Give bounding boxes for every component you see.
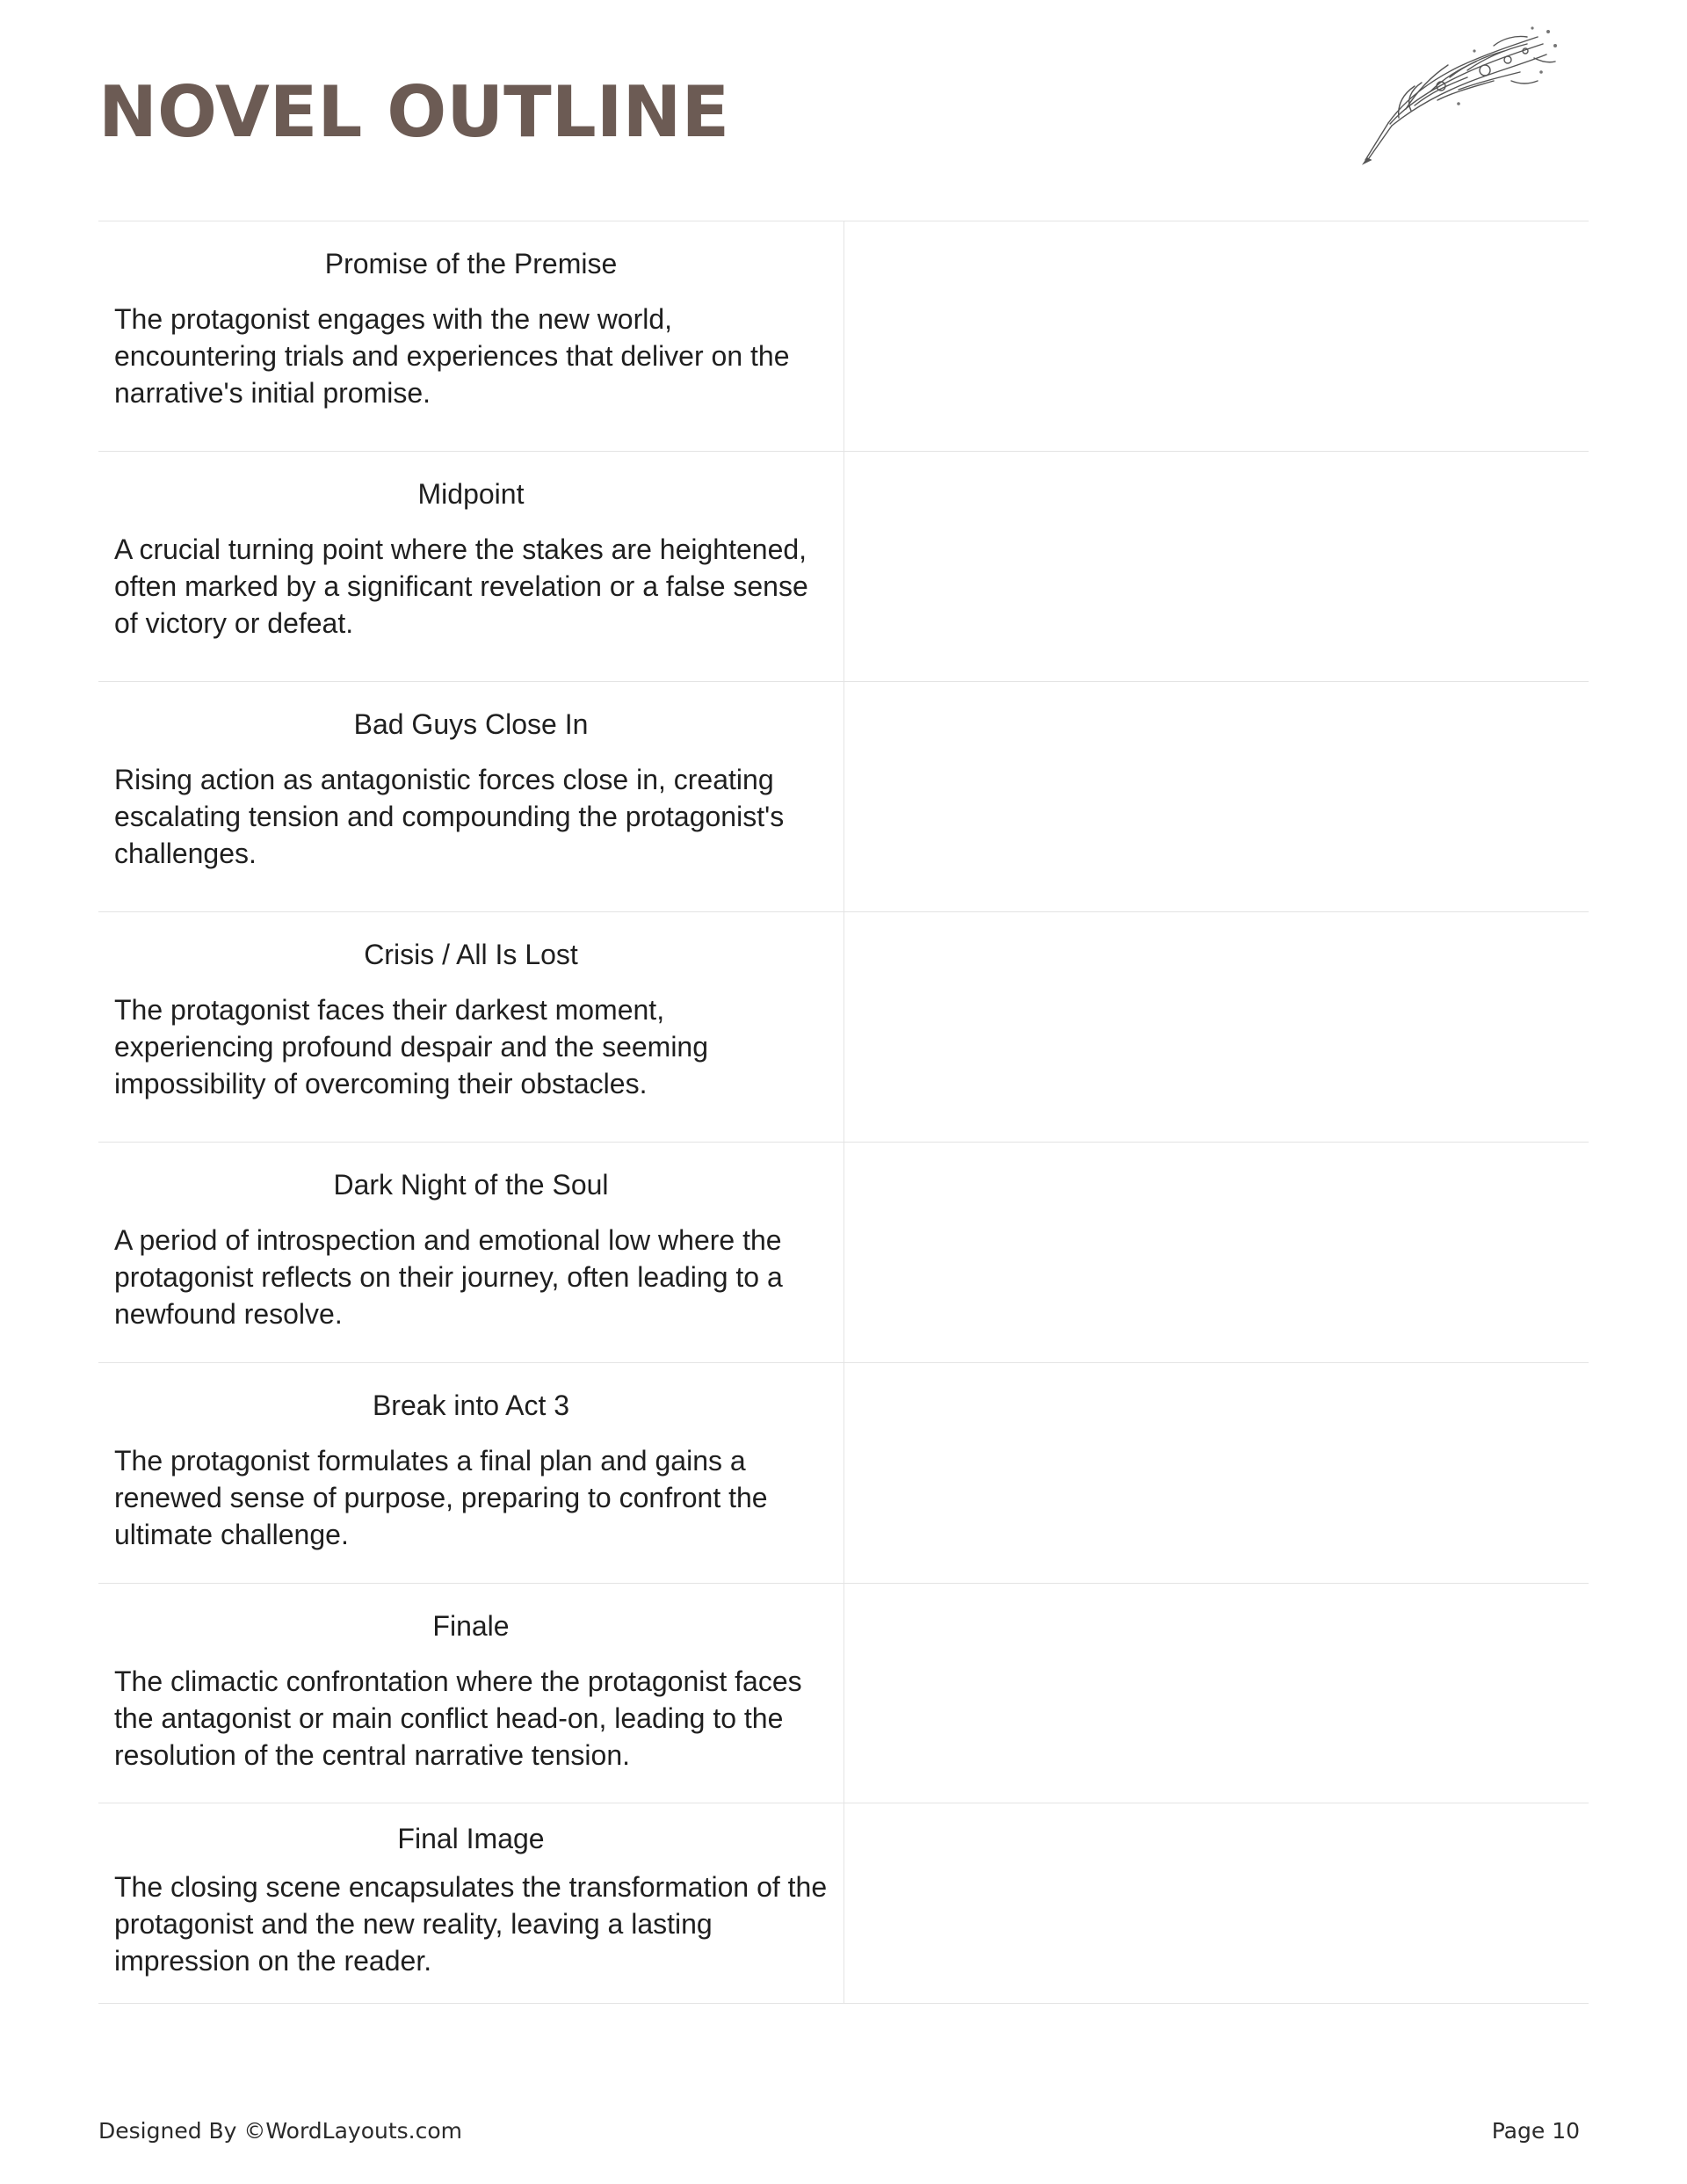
row-description: The protagonist faces their darkest moment, experiencing profound despair and the seeming impossibility of overcoming their obstacles. (114, 994, 709, 1099)
row-description: The protagonist formulates a final plan and gains a renewed sense of purpose, preparing to confront the ultimate challenge. (114, 1445, 768, 1550)
outline-row-content (98, 1143, 844, 1362)
row-heading: Break into Act 3 (372, 1389, 570, 1421)
row-description: A crucial turning point where the stakes are heightened, often marked by a significant revelation or a false sense of victory or defeat. (114, 533, 808, 639)
row-description: A period of introspection and emotional low where the protagonist reflects on their journey, often leading to a newfound resolve. (114, 1224, 783, 1330)
outline-row (98, 1803, 1589, 2004)
row-heading: Final Image (397, 1823, 545, 1854)
notes-cell[interactable] (844, 221, 1589, 451)
outline-row-content (98, 221, 844, 451)
row-heading: Bad Guys Close In (353, 708, 589, 740)
outline-row-content (98, 1363, 844, 1583)
row-description: The protagonist engages with the new world, encountering trials and experiences that deliver on the narrative's initial promise. (114, 303, 790, 409)
notes-cell[interactable] (844, 1803, 1589, 2003)
feather-quill-icon (1353, 19, 1564, 167)
outline-row (98, 1584, 1589, 1803)
row-heading: Dark Night of the Soul (333, 1169, 609, 1201)
row-heading: Finale (432, 1610, 510, 1642)
page-title: NOVEL OUTLINE (98, 71, 730, 153)
outline-row (98, 682, 1589, 912)
outline-row-content (98, 452, 844, 681)
outline-row-content (98, 682, 844, 911)
row-description: Rising action as antagonistic forces close in, creating escalating tension and compounding the protagonist's challenges. (114, 764, 785, 869)
footer-credit: Designed By ©WordLayouts.com (98, 2118, 463, 2144)
outline-row-content (98, 912, 844, 1142)
outline-row (98, 221, 1589, 452)
outline-row (98, 912, 1589, 1143)
row-heading: Crisis / All Is Lost (364, 939, 578, 970)
notes-cell[interactable] (844, 682, 1589, 911)
notes-cell[interactable] (844, 1363, 1589, 1583)
page-number: Page 10 (1491, 2118, 1580, 2144)
outline-row-content (98, 1584, 844, 1803)
row-description: The climactic confrontation where the protagonist faces the antagonist or main conflict head-on, leading to the resolution of the central narrative tension. (114, 1665, 802, 1771)
notes-cell[interactable] (844, 912, 1589, 1142)
outline-row (98, 1363, 1589, 1584)
notes-cell[interactable] (844, 452, 1589, 681)
outline-table (98, 221, 1589, 2004)
notes-cell[interactable] (844, 1584, 1589, 1803)
outline-row (98, 1143, 1589, 1363)
outline-row (98, 452, 1589, 682)
row-heading: Midpoint (417, 478, 525, 510)
row-heading: Promise of the Premise (324, 248, 618, 279)
row-description: The closing scene encapsulates the transformation of the protagonist and the new reality, leaving a lasting impression on the reader. (114, 1871, 828, 1977)
outline-row-content (98, 1803, 844, 2003)
notes-cell[interactable] (844, 1143, 1589, 1362)
